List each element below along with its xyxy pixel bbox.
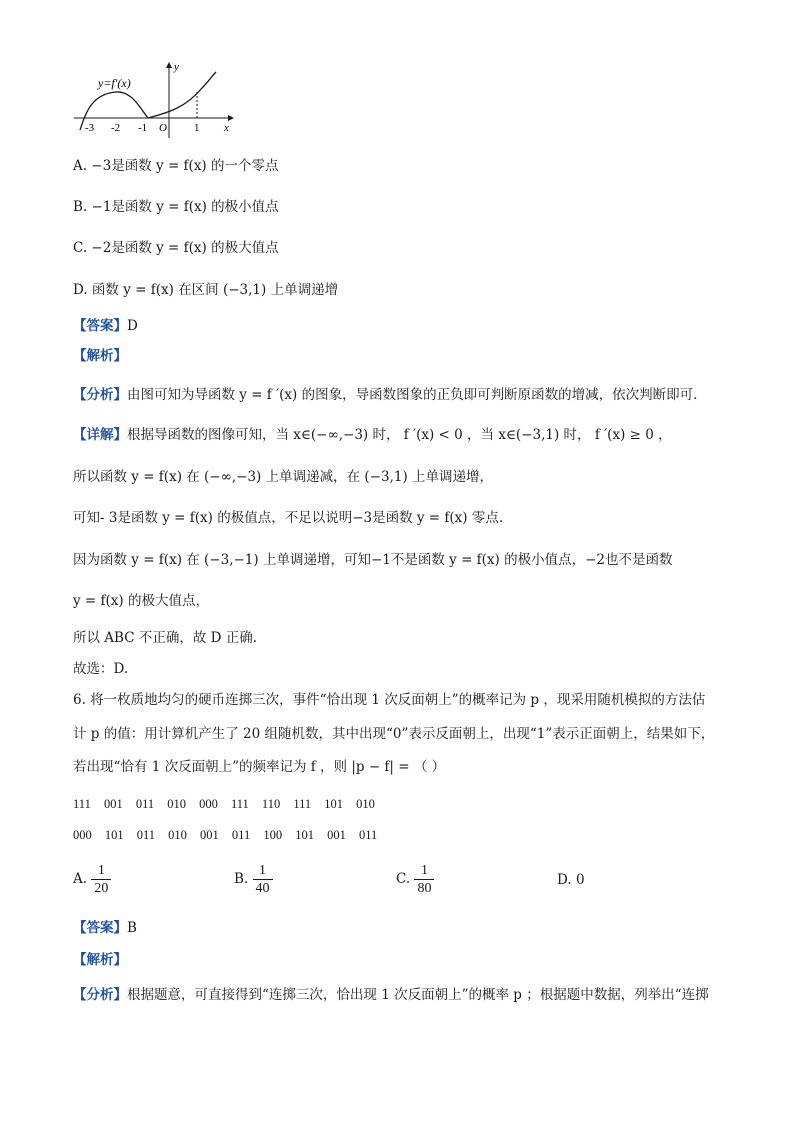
q5-analysis-tag: 【解析】 (73, 348, 127, 364)
q6-option-a-label: A. (73, 871, 88, 887)
q6-option-a-numerator: 1 (97, 863, 105, 878)
tick-label-1: 1 (194, 122, 200, 134)
q5-option-b-label: B. (73, 199, 88, 215)
q6-fenxi-tag: 【分析】 (73, 987, 127, 1003)
q6-option-c-label: C. (396, 871, 411, 887)
q5-fenxi-text: 由图可知为导函数 y = f ′(x) 的图象，导函数图象的正负即可判断原函数的增减，依次判断即可. (127, 387, 698, 403)
q5-option-b-text: −1是函数 y = f(x) 的极小值点 (87, 199, 279, 215)
q5-detail-line-5: y = f(x) 的极大值点， (73, 593, 209, 609)
q6-fenxi (73, 985, 709, 1005)
q6-answer-value: B (127, 920, 137, 936)
axis-y-label: y (174, 61, 179, 73)
q6-answer (73, 918, 137, 938)
q6-option-a (73, 862, 111, 897)
q5-answer (73, 316, 138, 336)
q6-option-c-denominator: 80 (414, 879, 434, 897)
derivative-graph (70, 60, 240, 140)
q6-option-d (557, 872, 585, 888)
q6-option-b-numerator: 1 (259, 863, 267, 878)
q6-option-c (396, 862, 434, 897)
q5-detail-line-3: 可知- 3是函数 y = f(x) 的极值点，不足以说明−3是函数 y = f(x) 零点. (73, 510, 504, 526)
q6-option-c-numerator: 1 (420, 863, 428, 878)
q5-option-b (73, 197, 279, 217)
q5-detail-text-1: 根据导函数的图像可知，当 x∈(−∞,−3) 时， f ′(x) < 0 ，当 x∈(−3,1) 时， f ′(x) ≥ 0 ， (127, 427, 672, 443)
q5-analysis (73, 346, 127, 366)
q5-detail-line-7: 故选：D. (73, 661, 129, 677)
q5-answer-value: D (127, 318, 138, 334)
q5-option-c-text: −2是函数 y = f(x) 的极大值点 (87, 240, 279, 256)
q5-detail-line-4: 因为函数 y = f(x) 在 (−3,−1) 上单调递增，可知−1不是函数 y = f(x) 的极小值点，−2也不是函数 (73, 552, 673, 568)
q5-option-c-label: C. (73, 240, 88, 256)
q6-option-b-fraction (253, 862, 273, 897)
q6-option-d-label: D. (557, 872, 572, 888)
q5-option-d-label: D. (73, 282, 88, 298)
q5-answer-tag: 【答案】 (73, 318, 127, 334)
q6-option-a-fraction (91, 862, 111, 897)
q6-analysis-tag: 【解析】 (73, 952, 127, 968)
q6-data-row-2: 000 101 011 010 001 011 100 101 001 011 (73, 828, 378, 842)
q6-stem-line-3: 若出现“恰有 1 次反面朝上”的频率记为 f ，则 |p − f| = （ ） (73, 759, 446, 775)
q6-analysis (73, 950, 127, 970)
x-axis-arrow (228, 115, 234, 121)
q5-detail-line-2: 所以函数 y = f(x) 在 (−∞,−3) 上单调递减，在 (−3,1) 上单调递增， (73, 469, 494, 485)
q6-fenxi-text: 根据题意，可直接得到“连掷三次，恰出现 1 次反面朝上”的概率 p ；根据题中数据，列举出“连掷 (127, 987, 709, 1003)
curve-right (148, 72, 216, 118)
q6-option-b (234, 862, 273, 897)
q5-option-d-text: 函数 y = f(x) 在区间 (−3,1) 上单调递增 (87, 282, 339, 298)
q5-detail-line-6: 所以 ABC 不正确，故 D 正确. (73, 630, 258, 646)
q5-detail-line-1 (73, 425, 672, 445)
tick-label-neg1: -1 (138, 122, 148, 134)
q6-option-a-denominator: 20 (91, 879, 111, 897)
q5-detail-tag: 【详解】 (73, 427, 127, 443)
q5-fenxi (73, 385, 697, 405)
axis-x-label: x (224, 122, 229, 134)
q5-option-c (73, 238, 279, 258)
q6-data-row-1: 111 001 011 010 000 111 110 111 101 010 (73, 797, 375, 811)
y-axis-arrow (166, 62, 172, 68)
origin-label: O (159, 122, 167, 134)
q6-answer-tag: 【答案】 (73, 920, 127, 936)
q6-stem-line-1: 6. 将一枚质地均匀的硬币连掷三次，事件“恰出现 1 次反面朝上”的概率记为 p ，现采用随机模拟的方法估 (73, 692, 706, 708)
q6-option-b-label: B. (234, 871, 249, 887)
q6-option-b-denominator: 40 (253, 879, 273, 897)
q6-option-c-fraction (414, 862, 434, 897)
q5-fenxi-tag: 【分析】 (73, 387, 127, 403)
tick-label-neg2: -2 (111, 122, 121, 134)
q6-option-d-value: 0 (575, 872, 585, 888)
q6-stem-line-2: 计 p 的值：用计算机产生了 20 组随机数，其中出现“0”表示反面朝上，出现“1”表示正面朝上，结果如下， (73, 726, 715, 742)
tick-label-neg3: -3 (85, 122, 95, 134)
q5-option-a-text: −3是函数 y = f(x) 的一个零点 (87, 158, 279, 174)
curve-label: y=f′(x) (98, 76, 131, 90)
q5-option-a (73, 156, 279, 176)
q5-option-d (73, 280, 338, 300)
q5-option-a-label: A. (73, 158, 88, 174)
